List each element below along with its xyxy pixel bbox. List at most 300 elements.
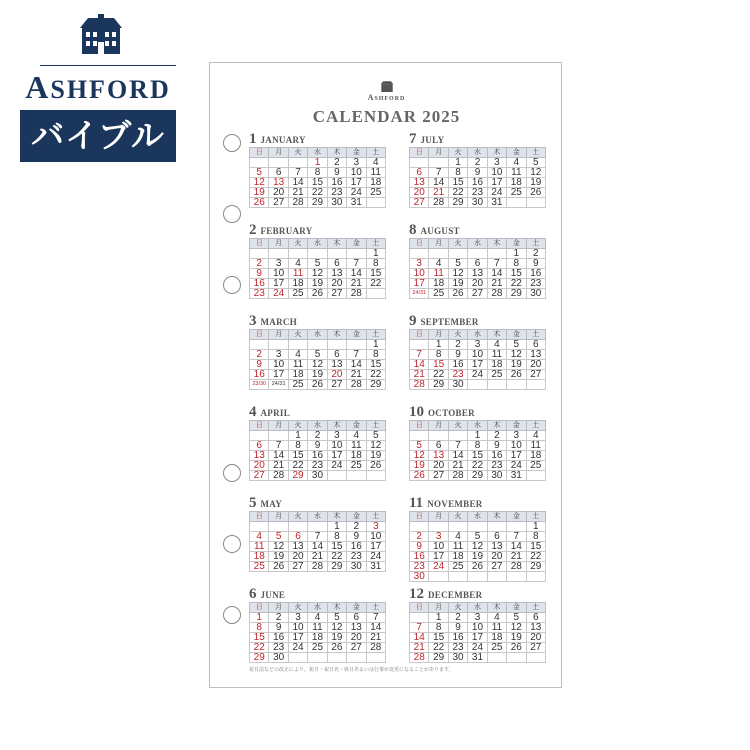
day-cell: 9: [347, 532, 366, 542]
month-title: [249, 586, 386, 601]
weekday-header: 水: [308, 330, 327, 340]
week-row: [410, 198, 546, 208]
day-cell: [288, 340, 307, 350]
day-cell: 28: [308, 562, 327, 572]
day-cell: 27: [327, 380, 346, 390]
week-row: [410, 441, 546, 451]
day-cell: 22: [288, 461, 307, 471]
week-row: [410, 188, 546, 198]
day-cell: 14: [487, 269, 506, 279]
month-table: [409, 420, 546, 481]
day-cell: [269, 249, 288, 259]
month-calendar: [249, 404, 386, 481]
day-cell: 28: [347, 289, 366, 299]
day-cell: 16: [250, 279, 269, 289]
day-cell: 10: [468, 623, 487, 633]
day-cell: [429, 572, 448, 582]
day-cell: 21: [429, 188, 448, 198]
month-calendar: [249, 131, 386, 208]
day-cell: 31: [468, 653, 487, 663]
day-cell: 4: [507, 158, 526, 168]
day-cell: [487, 572, 506, 582]
day-cell: 26: [526, 188, 545, 198]
week-row: [410, 340, 546, 350]
weekday-header: 木: [487, 239, 506, 249]
day-cell: 3: [468, 613, 487, 623]
weekday-header: 金: [347, 148, 366, 158]
month-number: 8: [409, 222, 417, 238]
month-title: [409, 495, 546, 510]
day-cell: 17: [507, 451, 526, 461]
day-cell: 12: [526, 168, 545, 178]
day-cell: 12: [327, 623, 346, 633]
day-cell: 5: [468, 532, 487, 542]
month-title: [249, 222, 386, 237]
day-cell: 11: [308, 623, 327, 633]
day-cell: 22: [468, 461, 487, 471]
day-cell: 4: [366, 158, 385, 168]
day-cell: 28: [410, 653, 429, 663]
day-cell: 5: [327, 613, 346, 623]
weekday-header: 土: [526, 148, 545, 158]
day-cell: 18: [507, 178, 526, 188]
day-cell: 3: [487, 158, 506, 168]
day-cell: [308, 340, 327, 350]
day-cell: 7: [308, 532, 327, 542]
day-cell: 23: [327, 188, 346, 198]
day-cell: 4: [347, 431, 366, 441]
week-row: [410, 552, 546, 562]
weekday-header: 土: [366, 148, 385, 158]
weekday-header: 火: [288, 603, 307, 613]
weekday-header: 水: [308, 512, 327, 522]
day-cell: 15: [250, 633, 269, 643]
day-cell: 12: [410, 451, 429, 461]
binder-hole: [223, 464, 241, 482]
day-cell: [250, 522, 269, 532]
day-cell: [487, 249, 506, 259]
day-cell: 7: [366, 613, 385, 623]
weekday-header: 木: [487, 421, 506, 431]
day-cell: 28: [448, 471, 467, 481]
day-cell: [250, 158, 269, 168]
week-row: [250, 289, 386, 299]
day-cell: 9: [250, 269, 269, 279]
day-cell: 9: [487, 441, 506, 451]
day-cell: 25: [448, 562, 467, 572]
day-cell: 12: [448, 269, 467, 279]
day-cell: 10: [366, 532, 385, 542]
month-table: [249, 238, 386, 299]
day-cell: 14: [269, 451, 288, 461]
day-cell: 29: [308, 198, 327, 208]
day-cell: 17: [288, 633, 307, 643]
day-cell: 11: [347, 441, 366, 451]
day-cell: 13: [327, 360, 346, 370]
weekday-header: 火: [448, 148, 467, 158]
day-cell: 12: [308, 269, 327, 279]
day-cell: 18: [448, 552, 467, 562]
holiday-footnote: 祝日法などの改正により、祝日・祝日名・休日あるいは行事が変更になることがあります。: [249, 667, 454, 673]
day-cell: 30: [448, 653, 467, 663]
month-number: 4: [249, 404, 257, 420]
day-cell: 8: [507, 259, 526, 269]
day-cell: 26: [250, 198, 269, 208]
week-row: [250, 188, 386, 198]
day-cell: 21: [410, 370, 429, 380]
day-cell: 5: [366, 431, 385, 441]
day-cell: 8: [308, 168, 327, 178]
day-cell: 2: [269, 613, 288, 623]
week-row: [410, 522, 546, 532]
day-cell: 11: [487, 350, 506, 360]
month-calendar: [409, 131, 546, 208]
day-cell: 9: [468, 168, 487, 178]
day-cell: [288, 522, 307, 532]
day-cell: 26: [308, 380, 327, 390]
day-cell: [327, 653, 346, 663]
day-cell: 23: [526, 279, 545, 289]
weekday-header: 金: [507, 148, 526, 158]
day-cell: 19: [269, 552, 288, 562]
day-cell: [429, 158, 448, 168]
weekday-header: 金: [507, 421, 526, 431]
day-cell: 4: [487, 340, 506, 350]
month-name: JANUARY: [260, 135, 306, 145]
day-cell: 12: [507, 350, 526, 360]
day-cell: 30: [487, 471, 506, 481]
binder-hole: [223, 535, 241, 553]
day-cell: 19: [526, 178, 545, 188]
month-number: 6: [249, 586, 257, 602]
day-cell: 3: [327, 431, 346, 441]
weekday-header: 月: [269, 421, 288, 431]
week-row: [410, 178, 546, 188]
day-cell: 7: [507, 532, 526, 542]
day-cell: 22: [448, 188, 467, 198]
day-cell: 28: [366, 643, 385, 653]
weekday-header: 木: [487, 148, 506, 158]
day-cell: 6: [269, 168, 288, 178]
day-cell: 5: [308, 259, 327, 269]
day-cell: [448, 249, 467, 259]
day-cell: 23: [250, 289, 269, 299]
month-name: AUGUST: [420, 226, 460, 236]
day-cell: [347, 471, 366, 481]
month-title: [409, 586, 546, 601]
week-row: [250, 461, 386, 471]
day-cell: 27: [250, 471, 269, 481]
day-cell: 8: [526, 532, 545, 542]
weekday-header: 木: [487, 512, 506, 522]
day-cell: 30: [448, 380, 467, 390]
day-cell: 3: [347, 158, 366, 168]
weekday-header: 土: [366, 239, 385, 249]
day-cell: 18: [526, 451, 545, 461]
day-cell: 14: [410, 633, 429, 643]
week-row: [410, 633, 546, 643]
weekday-header: 水: [308, 148, 327, 158]
day-cell: 22: [429, 370, 448, 380]
day-cell: 2: [487, 431, 506, 441]
month-title: [249, 313, 386, 328]
day-cell: 31: [347, 198, 366, 208]
day-cell: 13: [526, 623, 545, 633]
day-cell: 29: [448, 198, 467, 208]
weekday-header: 木: [327, 148, 346, 158]
day-cell: 16: [327, 178, 346, 188]
weekday-header: 日: [410, 421, 429, 431]
month-table: [249, 420, 386, 481]
day-cell: 27: [347, 643, 366, 653]
day-cell: 1: [288, 431, 307, 441]
day-cell: 23: [269, 643, 288, 653]
day-cell: 17: [468, 360, 487, 370]
day-cell: 25: [250, 562, 269, 572]
weekday-header: 月: [429, 512, 448, 522]
weekday-header: 火: [448, 330, 467, 340]
weekday-header: 火: [448, 603, 467, 613]
day-cell: 10: [327, 441, 346, 451]
day-cell: [250, 431, 269, 441]
day-cell: [288, 249, 307, 259]
day-cell: 10: [429, 542, 448, 552]
day-cell: 18: [429, 279, 448, 289]
month-name: SEPTEMBER: [420, 317, 479, 327]
day-cell: 15: [308, 178, 327, 188]
day-cell: [288, 158, 307, 168]
day-cell: 7: [429, 168, 448, 178]
weekday-header: 水: [468, 148, 487, 158]
day-cell: 10: [288, 623, 307, 633]
day-cell: 4: [288, 259, 307, 269]
day-cell: 15: [429, 633, 448, 643]
day-cell: 9: [250, 360, 269, 370]
day-cell: 2: [250, 259, 269, 269]
day-cell: 22: [366, 279, 385, 289]
day-cell: 8: [448, 168, 467, 178]
day-cell: [250, 249, 269, 259]
binder-hole: [223, 205, 241, 223]
weekday-header: 火: [288, 421, 307, 431]
day-cell: 21: [347, 279, 366, 289]
month-table: [409, 602, 546, 663]
month-name: MAY: [260, 499, 283, 509]
day-cell: 10: [347, 168, 366, 178]
day-cell: 24: [507, 461, 526, 471]
day-cell: 2: [308, 431, 327, 441]
day-cell: 21: [366, 633, 385, 643]
week-row: [410, 259, 546, 269]
day-cell: 13: [487, 542, 506, 552]
weekday-header: 日: [410, 512, 429, 522]
weekday-header: 日: [410, 239, 429, 249]
day-cell: 16: [250, 370, 269, 380]
day-cell: 18: [487, 360, 506, 370]
weekday-header: 日: [250, 512, 269, 522]
month-table: [409, 329, 546, 390]
day-cell: 11: [429, 269, 448, 279]
day-cell: [366, 198, 385, 208]
day-cell: 24: [468, 370, 487, 380]
day-cell: 7: [410, 350, 429, 360]
weekday-header: 日: [410, 603, 429, 613]
day-cell: 20: [288, 552, 307, 562]
day-cell: 27: [269, 198, 288, 208]
weekday-header: 木: [327, 239, 346, 249]
day-cell: 3: [269, 259, 288, 269]
month-title: [409, 404, 546, 419]
week-row: [250, 279, 386, 289]
day-cell: 31: [507, 471, 526, 481]
weekday-header: 月: [429, 239, 448, 249]
day-cell: 5: [507, 613, 526, 623]
day-cell: 15: [327, 542, 346, 552]
day-cell: 21: [308, 552, 327, 562]
week-row: [250, 633, 386, 643]
day-cell: [487, 380, 506, 390]
day-cell: 13: [288, 542, 307, 552]
day-cell: 7: [347, 350, 366, 360]
month-name: FEBRUARY: [260, 226, 313, 236]
weekday-header: 火: [448, 239, 467, 249]
weekday-header: 金: [507, 512, 526, 522]
day-cell: 18: [250, 552, 269, 562]
week-row: [410, 653, 546, 663]
day-cell: 21: [448, 461, 467, 471]
day-cell: 10: [507, 441, 526, 451]
day-cell: 9: [410, 542, 429, 552]
weekday-header: 土: [526, 421, 545, 431]
day-cell: [507, 380, 526, 390]
weekday-header: 月: [429, 421, 448, 431]
day-cell: 12: [269, 542, 288, 552]
day-cell: 19: [410, 461, 429, 471]
weekday-header: 月: [429, 603, 448, 613]
day-cell: 1: [468, 431, 487, 441]
day-cell: [410, 249, 429, 259]
weekday-header: 月: [429, 330, 448, 340]
calendar-title: CALENDAR 2025: [312, 107, 461, 126]
day-cell: 6: [487, 532, 506, 542]
day-cell: 15: [429, 360, 448, 370]
day-cell: 20: [526, 633, 545, 643]
day-cell: 19: [250, 188, 269, 198]
month-title: [249, 131, 386, 146]
day-cell: 6: [327, 259, 346, 269]
week-row: [410, 249, 546, 259]
day-cell: [468, 249, 487, 259]
day-cell: 10: [410, 269, 429, 279]
day-cell: 25: [288, 289, 307, 299]
day-cell: 5: [507, 340, 526, 350]
weekday-header: 金: [347, 603, 366, 613]
day-cell: 20: [526, 360, 545, 370]
weekday-header: 火: [288, 148, 307, 158]
day-cell: [429, 249, 448, 259]
week-row: [410, 380, 546, 390]
day-cell: 28: [487, 289, 506, 299]
week-row: [250, 623, 386, 633]
day-cell: 1: [429, 613, 448, 623]
day-cell: 25: [288, 380, 307, 390]
day-cell: 3: [507, 431, 526, 441]
day-cell: 14: [347, 269, 366, 279]
day-cell: 15: [366, 360, 385, 370]
day-cell: 11: [288, 269, 307, 279]
month-table: [249, 147, 386, 208]
binder-hole: [223, 276, 241, 294]
day-cell: 7: [410, 623, 429, 633]
day-cell: 6: [288, 532, 307, 542]
day-cell: 8: [327, 532, 346, 542]
day-cell: [468, 522, 487, 532]
month-number: 1: [249, 131, 257, 147]
day-cell: 20: [468, 279, 487, 289]
weekday-header: 月: [269, 148, 288, 158]
month-number: 10: [409, 404, 424, 420]
day-cell: 14: [308, 542, 327, 552]
week-row: [410, 168, 546, 178]
binder-hole: [223, 606, 241, 624]
day-cell: 17: [366, 542, 385, 552]
day-cell: 17: [468, 633, 487, 643]
weekday-header: 火: [288, 512, 307, 522]
day-cell: 26: [327, 643, 346, 653]
day-cell: 8: [366, 259, 385, 269]
week-row: [250, 643, 386, 653]
weekday-header: 土: [366, 330, 385, 340]
weekday-header: 水: [468, 239, 487, 249]
day-cell: 29: [468, 471, 487, 481]
weekday-header: 水: [468, 512, 487, 522]
day-cell: 19: [448, 279, 467, 289]
month-name: JUNE: [260, 590, 286, 600]
day-cell: 24: [468, 643, 487, 653]
day-cell: 11: [526, 441, 545, 451]
day-cell: 22: [366, 370, 385, 380]
month-calendar: [409, 495, 546, 582]
day-cell: 18: [288, 279, 307, 289]
day-cell: 9: [526, 259, 545, 269]
day-cell: 8: [288, 441, 307, 451]
day-cell: 22: [308, 188, 327, 198]
week-row: [410, 532, 546, 542]
day-cell: 4: [308, 613, 327, 623]
day-cell: 10: [269, 360, 288, 370]
weekday-header: 水: [308, 239, 327, 249]
day-cell: 30: [410, 572, 429, 582]
month-title: [249, 404, 386, 419]
weekday-header: 金: [347, 512, 366, 522]
day-cell: 5: [526, 158, 545, 168]
day-cell: 10: [269, 269, 288, 279]
day-cell: 31: [366, 562, 385, 572]
weekday-header: 日: [250, 239, 269, 249]
day-cell: [526, 572, 545, 582]
day-cell: 6: [526, 613, 545, 623]
month-calendar: [249, 222, 386, 299]
day-cell: 29: [327, 562, 346, 572]
day-cell: 12: [468, 542, 487, 552]
week-row: [250, 431, 386, 441]
day-cell: 11: [487, 623, 506, 633]
day-cell: 13: [410, 178, 429, 188]
day-cell: 24: [269, 289, 288, 299]
weekday-header: 木: [487, 330, 506, 340]
day-cell: 22: [250, 643, 269, 653]
month-calendar: [409, 222, 546, 299]
